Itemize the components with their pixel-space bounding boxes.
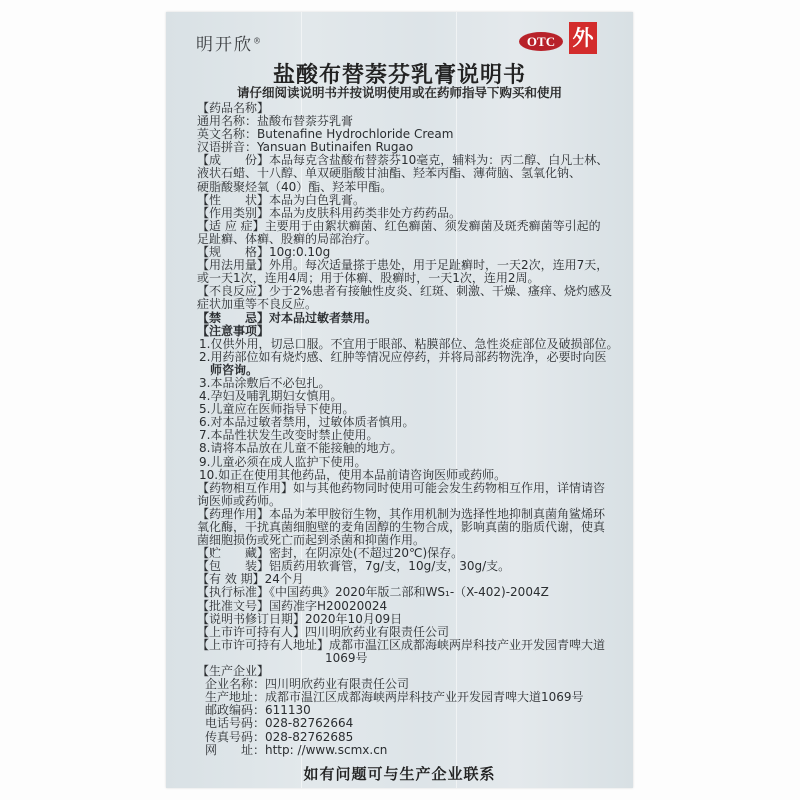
section-text: 生产地址：成都市温江区成都海峡两岸科技产业开发园青啤大道1069号 [205, 690, 584, 705]
section-text: 1069号 [325, 650, 368, 665]
section-text: 对本品过敏者禁用。 [269, 310, 378, 325]
section-label: 【用法用量】 [197, 258, 270, 273]
section-label: 【不良反应】 [197, 284, 270, 299]
contact-notice: 如有问题可与生产企业联系 [303, 765, 496, 783]
section-label: 【药理作用】 [197, 506, 270, 521]
section-text: 症状加重等不良反应。 [197, 297, 318, 312]
section-text: 企业名称：四川明欣药业有限责任公司 [205, 677, 410, 692]
section-text: 2.用药部位如有烧灼感、红肿等情况应停药，并将局部药物洗净，必要时向医 [199, 349, 607, 364]
section-label: 【性 状】 [197, 192, 270, 207]
section-label: 【执行标准】 [197, 585, 270, 600]
section-text: 或一天1次，连用4周；用于体癣、股癣时，一天1次，连用2周。 [197, 271, 540, 286]
section-label: 【作用类别】 [197, 205, 270, 220]
section-label: 【贮 藏】 [197, 546, 270, 561]
otc-badge: OTC [519, 32, 563, 51]
section-label: 【说明书修订日期】 [197, 611, 306, 626]
section-label: 【药物相互作用】 [197, 480, 294, 495]
section-text: 英文名称：Butenafine Hydrochloride Cream [197, 127, 454, 142]
section-label: 【适 应 症】 [197, 218, 265, 233]
section-text: 国药准字H20020024 [269, 598, 388, 613]
section-text: 成都市温江区成都海峡两岸科技产业开发园青啤大道 [329, 637, 606, 652]
section-text: 传真号码：028-82762685 [205, 729, 354, 744]
section-text: 本品为皮肤科用药类非处方药药品。 [269, 205, 462, 220]
section-text: 4.孕妇及哺乳期妇女慎用。 [199, 389, 343, 404]
section-text: 邮政编码：611130 [205, 703, 311, 718]
section-text: 少于2%患者有接触性皮炎、红斑、刺激、干燥、瘙痒、烧灼感及 [269, 284, 613, 299]
section-text: 本品为白色乳膏。 [269, 192, 366, 207]
brand-logo [196, 30, 263, 55]
section-label: 【规 格】 [197, 245, 270, 260]
section-text: 铝质药用软膏管，7g/支，10g/支，30g/支。 [269, 559, 511, 574]
section-text: 氧化酶，干扰真菌细胞壁的麦角固醇的生物合成，影响真菌的脂质代谢，使真 [197, 520, 606, 534]
section-text: 7.本品性状发生改变时禁止使用。 [199, 428, 379, 443]
section-text: 9.儿童必须在成人监护下使用。 [199, 454, 367, 469]
document-title: 盐酸布替萘芬乳膏说明书 [272, 63, 526, 88]
section-text: 2020年10月09日 [305, 611, 403, 626]
section-text: 液状石蜡、十八醇、单双硬脂酸甘油酯、羟苯丙酯、薄荷脑、氢氧化钠、 [197, 166, 582, 181]
section-text: 10g:0.10g [269, 245, 331, 260]
section-text: 四川明欣药业有限责任公司 [305, 624, 450, 639]
section-text: 通用名称：盐酸布替萘芬乳膏 [197, 114, 354, 129]
document-subtitle: 请仔细阅读说明书并按说明使用或在药师指导下购买和使用 [236, 85, 562, 100]
text-line [197, 744, 627, 757]
section-text: 询医师或药师。 [197, 493, 282, 508]
section-line [197, 639, 627, 652]
section-text: 外用。每次适量搽于患处，用于足趾癣时，一天2次，连用7天， [269, 258, 609, 273]
section-label: 【上市许可持有人】 [197, 624, 306, 639]
section-text: 1.仅供外用，切忌口服。不宜用于眼部、粘膜部位、急性炎症部位及破损部位。 [199, 336, 619, 351]
section-label: 【成 份】 [197, 153, 270, 168]
section-text: 10.如正在使用其他药品，使用本品前请咨询医师或药师。 [199, 467, 507, 482]
section-text: 主要用于由絮状癣菌、红色癣菌、须发癣菌及斑秃癣菌等引起的 [264, 218, 601, 233]
section-text: 菌细胞损伤或死亡而起到杀菌和抑菌作用。 [197, 533, 426, 548]
section-text: 本品每克含盐酸布替萘芬10毫克，辅料为：丙二醇、白凡士林、 [269, 153, 609, 168]
section-text: 本品为苯甲胺衍生物，其作用机制为选择性地抑制真菌角鲨烯环 [269, 506, 606, 521]
section-text: 足趾癣、体癣、股癣的局部治疗。 [197, 231, 378, 246]
section-text: 硬脂酸聚烃氧（40）酯、羟苯甲酯。 [197, 179, 393, 194]
section-text: 3.本品涂敷后不必包扎。 [199, 375, 331, 390]
section-label: 【禁 忌】 [197, 310, 270, 325]
section-label: 【批准文号】 [197, 598, 270, 613]
section-text: 《中国药典》2020年版二部和WS₁-（X-402)-2004Z [269, 585, 549, 600]
section-label: 【包 装】 [197, 559, 270, 574]
external-use-badge: 外 [569, 22, 597, 54]
section-text: 网 址：http: //www.scmx.cn [205, 742, 388, 757]
section-text: 师咨询。 [210, 362, 259, 377]
section-label: 【有 效 期】 [197, 572, 265, 587]
section-text: 汉语拼音：Yansuan Butinaifen Rugao [197, 140, 414, 155]
section-label: 【药品名称】 [197, 101, 270, 115]
section-text: 如与其他药物同时使用可能会发生药物相互作用，详情请咨 [293, 480, 606, 495]
section-text: 5.儿童应在医师指导下使用。 [199, 402, 355, 417]
section-text: 电话号码：028-82762664 [205, 716, 354, 731]
text-line [197, 351, 627, 364]
section-text: 6.对本品过敏者禁用，过敏体质者慎用。 [199, 415, 415, 430]
section-label: 【生产企业】 [197, 664, 270, 679]
section-text: 8.请将本品放在儿童不能接触的地方。 [199, 441, 403, 456]
section-label: 【上市许可持有人地址】 [197, 637, 330, 652]
leaflet-body [197, 102, 627, 757]
section-label: 【注意事项】 [197, 323, 270, 338]
section-text: 密封，在阴凉处(不超过20℃)保存。 [269, 546, 464, 561]
section-text: 24个月 [264, 572, 304, 587]
brand-logo-text: 明开欣 [196, 35, 253, 55]
registered-mark: ® [253, 36, 263, 46]
